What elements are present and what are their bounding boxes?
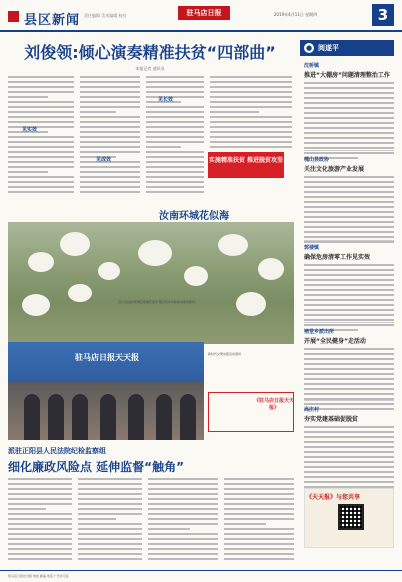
globe-icon: ● — [305, 44, 313, 52]
footer-text: 驻马店日报社出版 地址 邮编 电话 广告许可证 — [8, 574, 69, 578]
qr-promo-title: 《天天报》与您共享 — [306, 494, 361, 501]
promo-title: 《驻马店日报天天报》 — [254, 398, 295, 411]
sidebar-divider — [304, 400, 394, 401]
lead-callout — [208, 152, 284, 178]
page-number: 3 — [372, 4, 394, 26]
lead-subhead-2: 见成效 — [96, 157, 112, 163]
sidebar-item-title[interactable]: 夯实党建基础促脱贫 — [304, 416, 359, 423]
sidebar-item-kicker: 沈桥镇 — [304, 63, 320, 69]
sidebar-item-title[interactable]: 开展“全民健身”走活动 — [304, 338, 366, 345]
lead-subhead-1: 见实效 — [22, 127, 38, 133]
sidebar-item-title[interactable]: 关注文化旅游产业发展 — [304, 166, 365, 173]
masthead-tagline: 责任编辑 美术编辑 校对 — [84, 13, 127, 18]
issue-date: 2019年4月11日 星期四 — [274, 12, 318, 17]
lower-column-1 — [8, 478, 72, 563]
sidebar-divider — [304, 322, 394, 323]
lower-column-4 — [224, 478, 294, 563]
sidebar-item-body — [304, 176, 394, 246]
sidebar-item-kicker: 郭楼镇 — [304, 245, 320, 251]
lead-callout-text: 实施精准扶贫 推进脱贫攻坚 — [208, 157, 284, 164]
lower-kicker: 派驻正阳县人民法院纪检监察组 — [8, 447, 106, 455]
ceremony-photo — [8, 342, 204, 440]
sidebar-banner: 阅遂平 — [300, 40, 394, 56]
blossom-photo — [8, 222, 294, 344]
qr-code-icon[interactable] — [338, 504, 364, 530]
sidebar-item-body — [304, 348, 394, 413]
lower-column-2 — [78, 478, 142, 563]
paper-logo: 驻马店日报 — [178, 6, 230, 20]
page-footer — [0, 570, 402, 582]
sidebar-divider — [304, 240, 394, 241]
lead-byline: 本报记者 通讯员 — [135, 66, 165, 71]
ceremony-banner: 驻马店日报天天报 — [75, 353, 139, 362]
sidebar-item-kicker: 褚堂乡派出所 — [304, 329, 335, 335]
sidebar-item-kicker: 槐山县政协 — [304, 157, 330, 163]
lead-column-3 — [146, 76, 204, 196]
sidebar-item-kicker: 高庄村 — [304, 407, 320, 413]
lower-column-3 — [148, 478, 218, 563]
sidebar-item-title[interactable]: 确保危房清零工作见实效 — [304, 254, 371, 261]
section-mark — [8, 11, 19, 22]
sidebar-item-body — [304, 264, 394, 334]
lead-column-2 — [80, 76, 140, 196]
sidebar-item-title[interactable]: 推进“大棚房”问题清理整治工作 — [304, 72, 390, 79]
lower-headline[interactable]: 细化廉政风险点 延伸监督“触角” — [8, 460, 184, 474]
lead-column-4 — [210, 76, 292, 151]
lead-headline[interactable]: 刘俊领:倾心演奏精准扶贫“四部曲” — [24, 43, 276, 62]
blossom-photo-caption: 近日,汝南县环城百里梨花盛开,吸引众多市民前来观赏游玩。 — [118, 300, 198, 304]
lead-subhead-3: 见长效 — [158, 97, 174, 103]
lead-column-1 — [8, 76, 74, 196]
sidebar-divider — [304, 150, 394, 151]
photo-feature-title[interactable]: 汝南环城花似海 — [159, 211, 229, 222]
ceremony-photo-caption: 新时代文明实践活动现场 — [208, 352, 242, 356]
top-rule — [0, 30, 402, 32]
section-name: 县区新闻 — [24, 13, 81, 28]
